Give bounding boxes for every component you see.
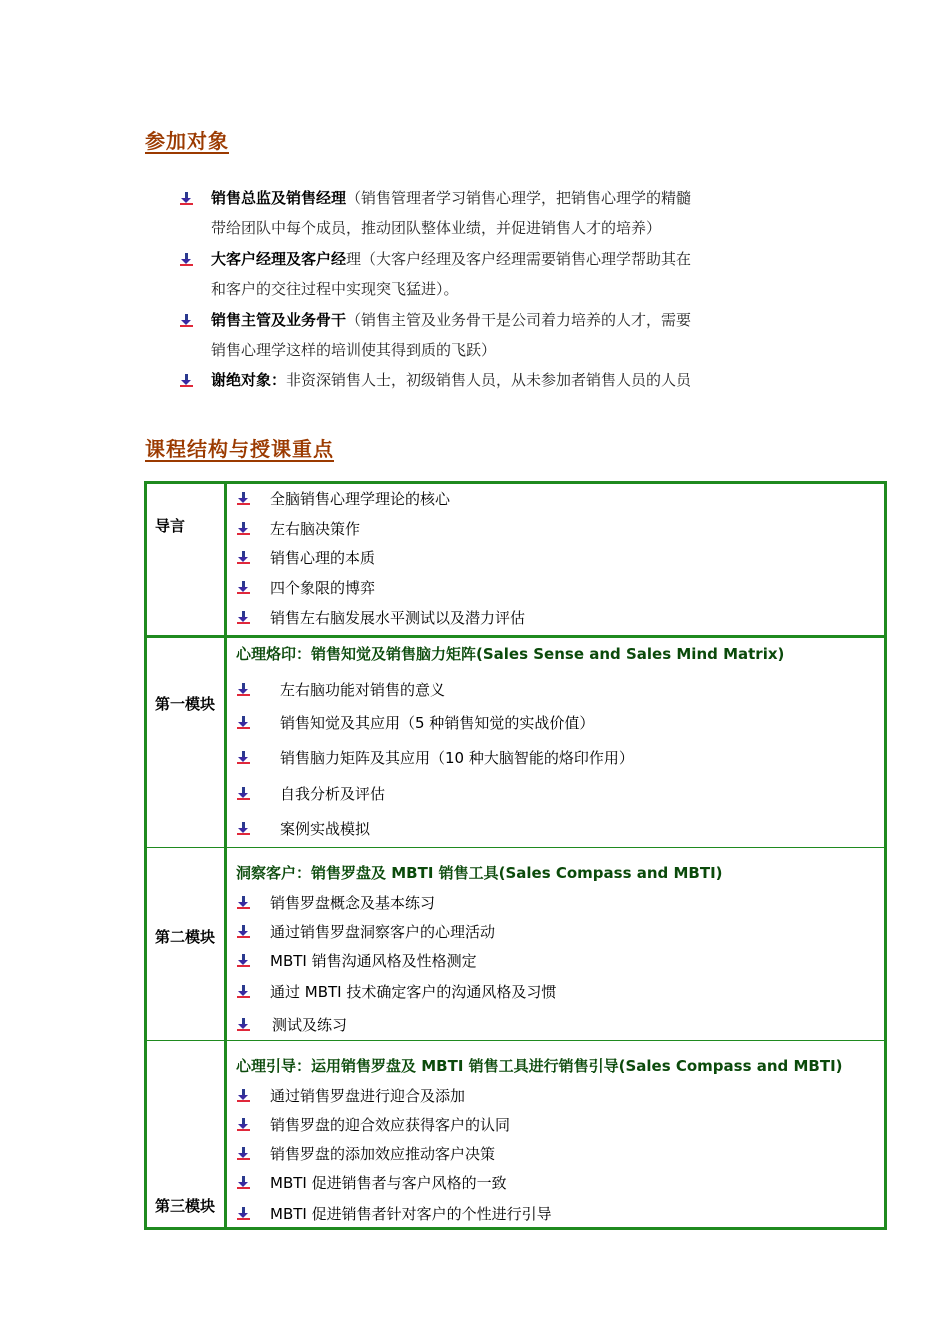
- table-row: [147, 635, 884, 847]
- row-label-cell: [147, 848, 227, 1040]
- audience-item-bold: 销售总监及销售经理: [211, 189, 347, 207]
- bullet-arrow-icon: [237, 1089, 250, 1102]
- row-content-cell: [227, 848, 884, 1040]
- list-item-text: 通过销售罗盘洞察客户的心理活动: [270, 923, 496, 941]
- bullet-arrow-icon: [180, 253, 193, 266]
- bullet-arrow-icon: [237, 822, 250, 835]
- list-item-text: MBTI 销售沟通风格及性格测定: [270, 952, 477, 970]
- audience-item-bold: 谢绝对象：: [211, 371, 287, 389]
- list-item-text: 通过 MBTI 技术确定客户的沟通风格及习惯: [270, 983, 557, 1001]
- row-content-cell: [227, 484, 884, 635]
- row-label: 第二模块: [155, 928, 216, 946]
- curriculum-table: [144, 481, 887, 1230]
- table-row: [147, 1040, 884, 1227]
- table-row: [147, 847, 884, 1040]
- list-item-text: 销售知觉及其应用（5 种销售知觉的实战价值）: [280, 714, 595, 732]
- table-row: [147, 484, 884, 635]
- bullet-arrow-icon: [180, 192, 193, 205]
- audience-item-text-cont: 带给团队中每个成员，推动团队整体业绩，并促进销售人才的培养）: [211, 219, 662, 237]
- module-title: 洞察客户：销售罗盘及 MBTI 销售工具(Sales Compass and MBTI): [236, 864, 723, 882]
- audience-item: [180, 183, 760, 243]
- bullet-arrow-icon: [237, 1147, 250, 1160]
- bullet-arrow-icon: [237, 492, 250, 505]
- bullet-arrow-icon: [237, 1118, 250, 1131]
- module-title: 心理烙印：销售知觉及销售脑力矩阵(Sales Sense and Sales Mind Matrix): [236, 645, 785, 663]
- section-title-curriculum: 课程结构与授课重点: [145, 437, 334, 461]
- bullet-arrow-icon: [237, 683, 250, 696]
- list-item-text: 销售心理的本质: [270, 549, 376, 567]
- audience-item-bold: 大客户经理及客户经: [211, 250, 347, 268]
- list-item-text: 销售脑力矩阵及其应用（10 种大脑智能的烙印作用）: [280, 749, 634, 767]
- row-content-cell: [227, 1041, 884, 1227]
- bullet-arrow-icon: [237, 1018, 250, 1031]
- bullet-arrow-icon: [237, 787, 250, 800]
- module-title: 心理引导：运用销售罗盘及 MBTI 销售工具进行销售引导(Sales Compass and MBTI): [236, 1057, 843, 1075]
- list-item-text: 左右脑决策作: [270, 520, 361, 538]
- list-item-text: 销售罗盘概念及基本练习: [270, 894, 436, 912]
- row-label-cell: [147, 1041, 227, 1227]
- audience-item-text-cont: 销售心理学这样的培训使其得到质的飞跃）: [211, 341, 497, 359]
- bullet-arrow-icon: [237, 954, 250, 967]
- list-item-text: 全脑销售心理学理论的核心: [270, 490, 451, 508]
- bullet-arrow-icon: [237, 925, 250, 938]
- bullet-arrow-icon: [180, 314, 193, 327]
- audience-item: [180, 244, 760, 304]
- bullet-arrow-icon: [237, 522, 250, 535]
- section-title-audience: 参加对象: [145, 129, 229, 153]
- bullet-arrow-icon: [237, 1176, 250, 1189]
- bullet-arrow-icon: [237, 551, 250, 564]
- list-item-text: 自我分析及评估: [280, 785, 386, 803]
- list-item-text: 四个象限的博弈: [270, 579, 376, 597]
- row-label: 第一模块: [155, 695, 216, 713]
- audience-item-bold: 销售主管及业务骨干: [211, 311, 347, 329]
- list-item-text: 案例实战模拟: [280, 820, 371, 838]
- bullet-arrow-icon: [237, 985, 250, 998]
- bullet-arrow-icon: [237, 1207, 250, 1220]
- list-item-text: 通过销售罗盘进行迎合及添加: [270, 1087, 466, 1105]
- list-item-text: 左右脑功能对销售的意义: [280, 681, 446, 699]
- row-label-cell: [147, 484, 227, 635]
- audience-item-text-cont: 和客户的交往过程中实现突飞猛进）。: [211, 280, 459, 298]
- list-item-text: 销售罗盘的添加效应推动客户决策: [270, 1145, 496, 1163]
- bullet-arrow-icon: [237, 581, 250, 594]
- audience-item-text: （销售管理者学习销售心理学，把销售心理学的精髓: [346, 189, 692, 207]
- bullet-arrow-icon: [237, 611, 250, 624]
- list-item-text: MBTI 促进销售者针对客户的个性进行引导: [270, 1205, 552, 1223]
- row-content-cell: [227, 638, 884, 847]
- list-item-text: 销售左右脑发展水平测试以及潜力评估: [270, 609, 526, 627]
- bullet-arrow-icon: [180, 374, 193, 387]
- audience-item-text: （销售主管及业务骨干是公司着力培养的人才，需要: [346, 311, 692, 329]
- audience-item: [180, 305, 760, 365]
- row-label: 导言: [155, 517, 186, 535]
- row-label: 第三模块: [155, 1197, 216, 1215]
- audience-item: [180, 365, 760, 395]
- list-item-text: 测试及练习: [272, 1016, 348, 1034]
- list-item-text: 销售罗盘的迎合效应获得客户的认同: [270, 1116, 511, 1134]
- list-item-text: MBTI 促进销售者与客户风格的一致: [270, 1174, 507, 1192]
- bullet-arrow-icon: [237, 751, 250, 764]
- bullet-arrow-icon: [237, 716, 250, 729]
- audience-item-text: 理（大客户经理及客户经理需要销售心理学帮助其在: [346, 250, 692, 268]
- audience-item-text: 非资深销售人士，初级销售人员，从未参加者销售人员的人员: [286, 371, 692, 389]
- bullet-arrow-icon: [237, 896, 250, 909]
- row-label-cell: [147, 638, 227, 847]
